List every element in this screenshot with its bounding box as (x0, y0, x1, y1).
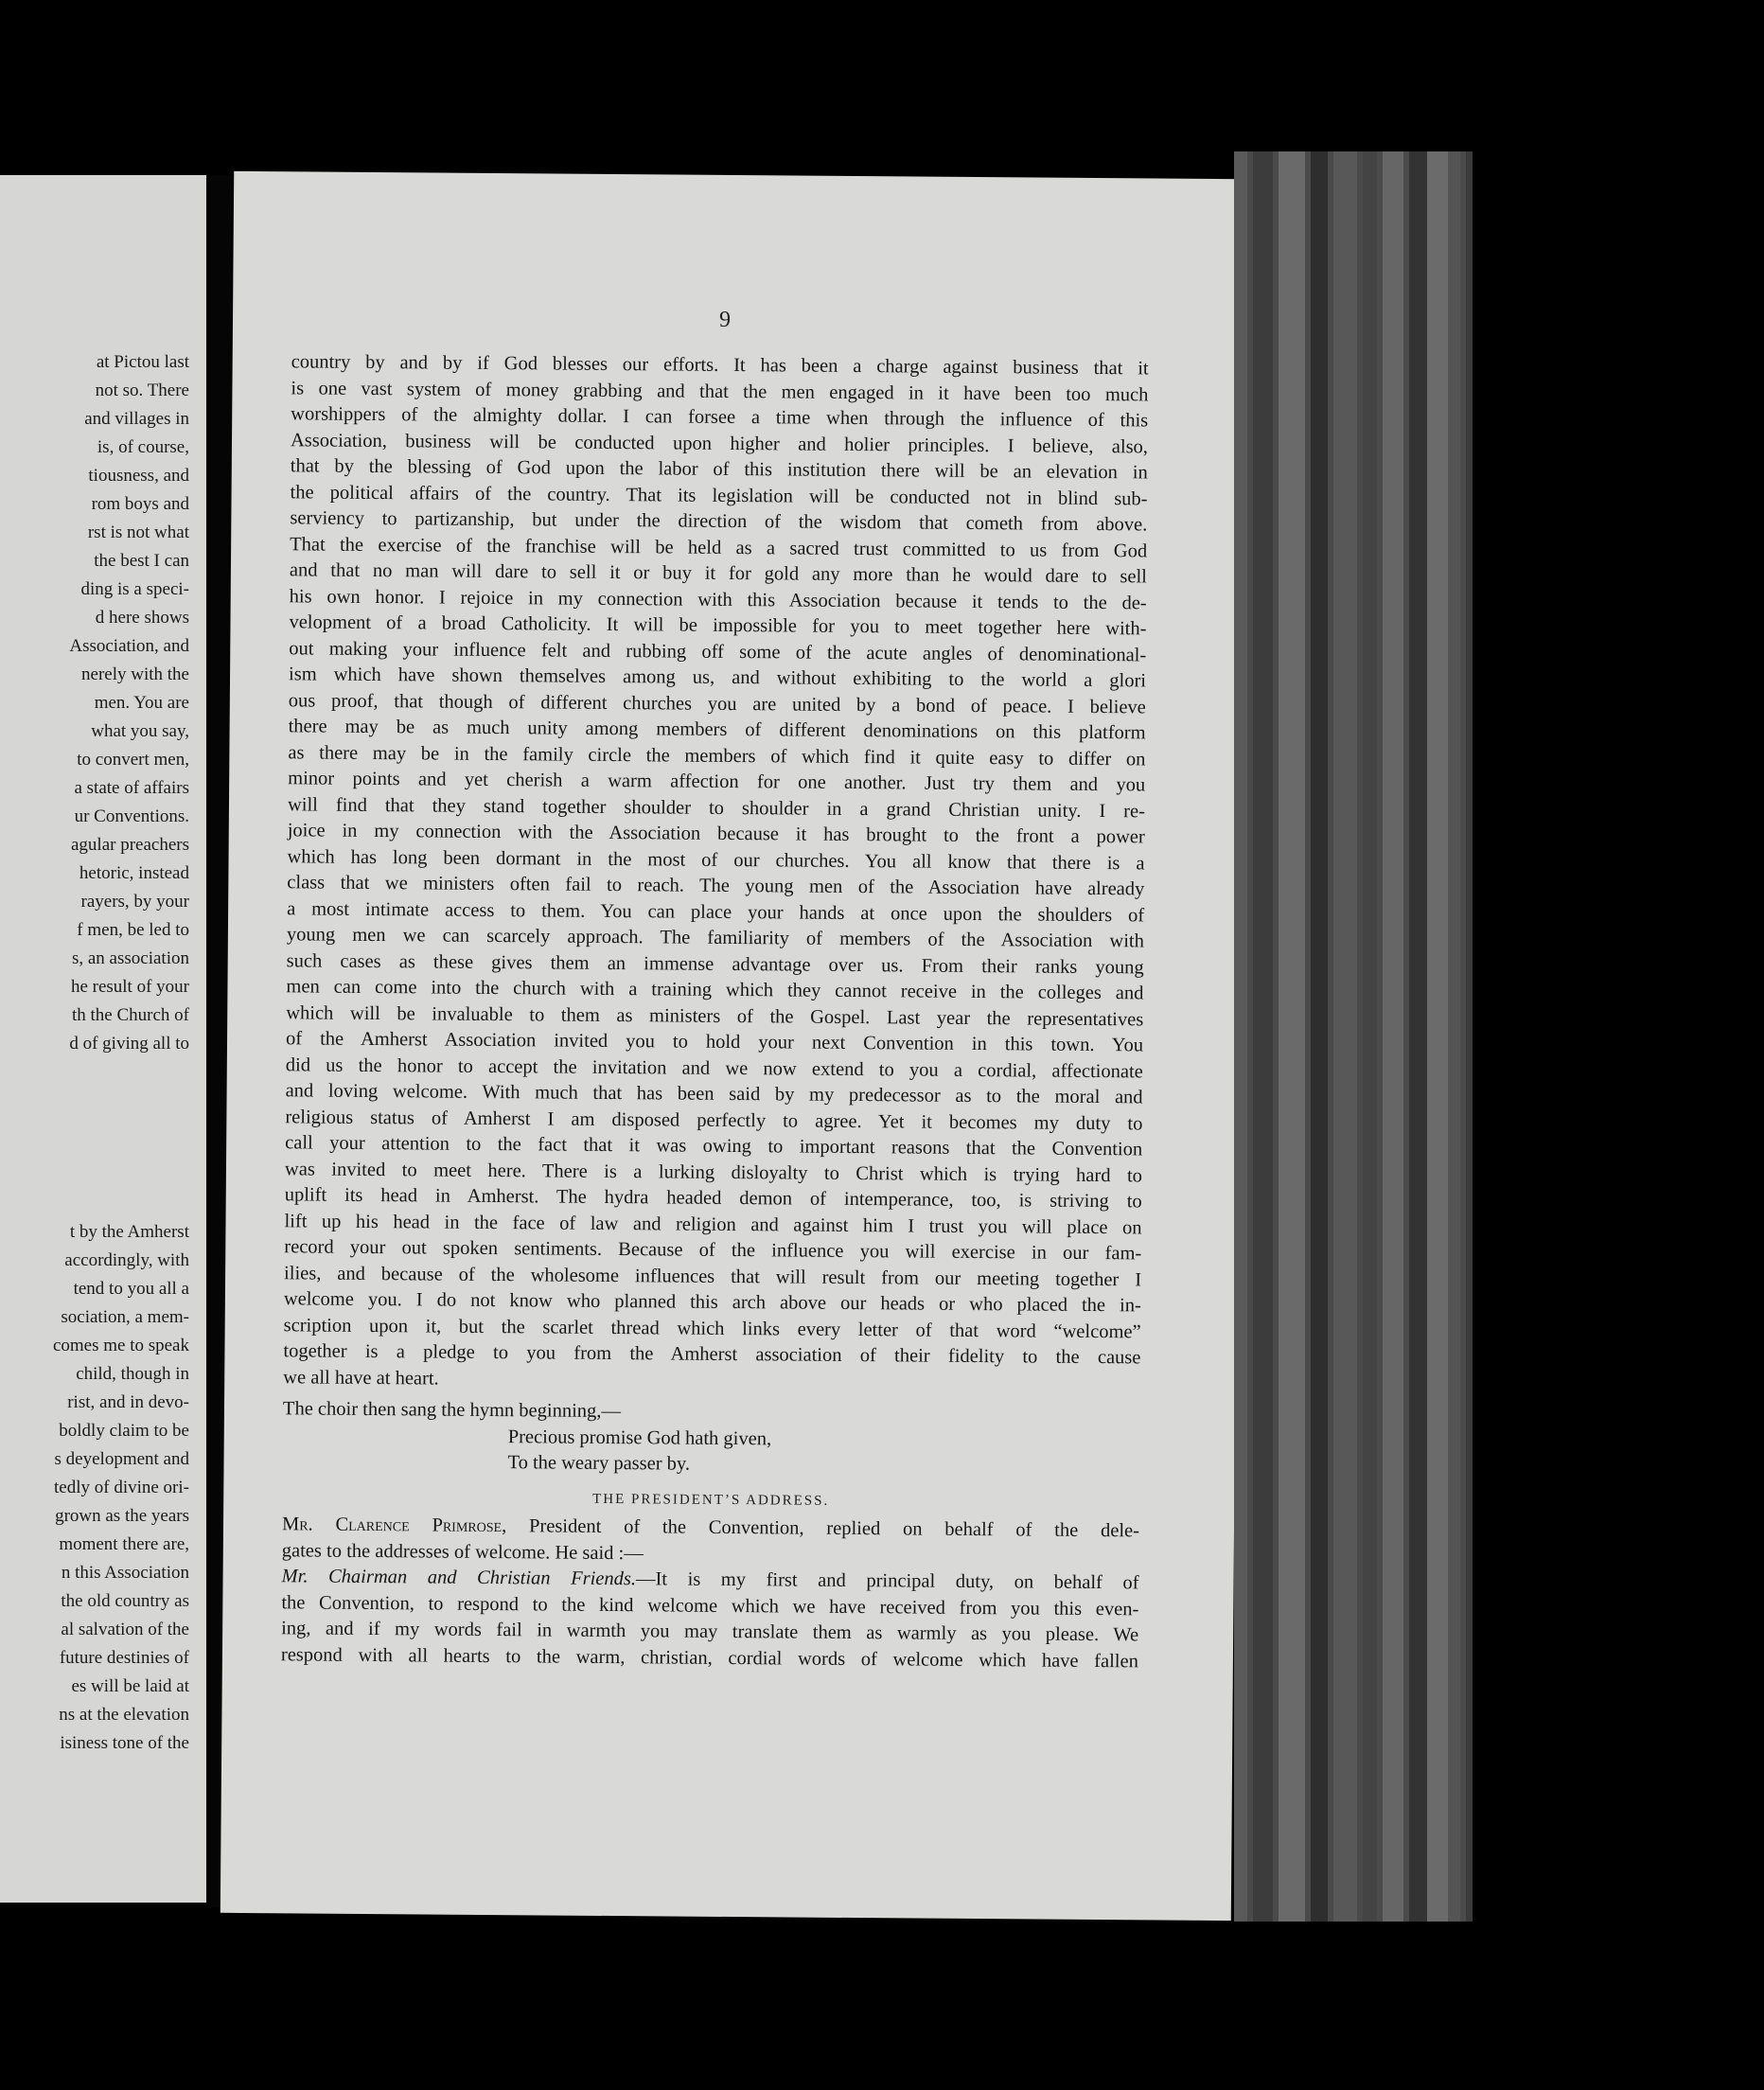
text-line: which has long been dormant in the most of our churches. You all know that there is a (287, 845, 1145, 874)
text-line: his own honor. I rejoice in my connection with this Association because it tends to the de- (289, 585, 1147, 613)
text-line: not so. There (95, 381, 189, 400)
text-line: s, an association (71, 948, 189, 968)
speaker-name: Mr. Clarence Primrose, (281, 1514, 507, 1537)
text-line: and loving welcome. With much that has been said by my predecessor as to the moral and (285, 1080, 1143, 1108)
text-line: accordingly, with (64, 1250, 189, 1270)
text-line: is, of course, (97, 437, 189, 457)
text-line: the old country as (61, 1591, 189, 1611)
text-line: tend to you all a (73, 1279, 189, 1299)
text-line: call your attention to the fact that it was owing to important reasons that the Convention (285, 1132, 1143, 1160)
text-line: there may be as much unity among members of different denominations on this platform (288, 716, 1146, 744)
text-line: of the Amherst Association invited you to hold your next Convention in this town. You (285, 1028, 1144, 1056)
main-page (220, 171, 1244, 1921)
text-line: nerely with the (81, 664, 189, 684)
text-line: n this Association (61, 1563, 189, 1583)
text-line: tedly of divine ori- (54, 1478, 189, 1497)
text-line: comes me to speak (52, 1336, 189, 1355)
text-line: es will be laid at (71, 1676, 189, 1696)
text-line: rst is not what (87, 522, 189, 542)
text-line: he result of your (70, 977, 189, 997)
president-intro-paragraph (282, 1512, 1139, 1570)
text-line: was invited to meet here. There is a lurking disloyalty to Christ which is trying hard to (284, 1158, 1143, 1186)
text-line: rom boys and (91, 494, 189, 514)
salutation: Mr. Chairman and Christian Friends. (281, 1566, 637, 1590)
text-line: which will be invaluable to them as ministers of the Gospel. Last year the representatives (286, 1001, 1144, 1030)
hymn-quote (507, 1425, 1139, 1481)
text-line: worshippers of the almighty dollar. I can forsee a time when through the influence of this (291, 403, 1149, 432)
page-edge-band (1333, 151, 1357, 1922)
text-line: and villages in (84, 409, 189, 429)
text-line: child, though in (76, 1364, 189, 1384)
text-line: the political affairs of the country. That its legislation will be conducted not in blind sub- (290, 481, 1148, 509)
text-line: hetoric, instead (79, 863, 189, 883)
text-line: to convert men, (77, 750, 189, 770)
text-line: serviency to partizanship, but under the direction of the wisdom that cometh from above. (290, 507, 1148, 536)
text-line: the Convention, to respond to the kind welcome which we have received from you this even- (281, 1591, 1139, 1620)
text-line: ism which have shown themselves among us, and without exhibiting to the world a glori (288, 664, 1147, 692)
text-line: Association, and (69, 636, 189, 656)
text-line: will find that they stand together shoulder to shoulder in a grand Christian unity. I re- (287, 793, 1146, 822)
text-line: record your out spoken sentiments. Because of the influence you will exercise in our fam- (284, 1236, 1142, 1265)
text-line: young men we can scarcely approach. The familiarity of members of the Association with (286, 924, 1144, 952)
text-line: Precious promise God hath given, (507, 1426, 772, 1449)
page-edge-band (1253, 151, 1273, 1922)
text-line: ur Conventions. (74, 806, 189, 826)
text-line: and that no man will dare to sell it or buy it for gold any more than he would dare to sell (289, 559, 1147, 588)
page-edge-band (1363, 151, 1377, 1922)
text-line: To the weary passer by. (507, 1452, 691, 1475)
text-line: together is a pledge to you from the Amherst association of their fidelity to the cause (283, 1340, 1141, 1369)
text-line: such cases as these gives them an immense advantage over us. From their ranks young (286, 949, 1144, 978)
text-line: joice in my connection with the Association because it has brought to the front a power (287, 820, 1145, 848)
text-line: Association, business will be conducted upon higher and holier principles. I believe, also, (290, 429, 1149, 457)
text-line: sociation, a mem- (61, 1307, 189, 1327)
text-line: ous proof, that though of different churches you are united by a bond of peace. I believe (288, 689, 1146, 717)
page-number: 9 (718, 307, 732, 332)
text-line: d of giving all to (69, 1034, 189, 1054)
text-line: at Pictou last (96, 352, 189, 372)
text-line: out making your influence felt and rubbing off some of the acute angles of denominational- (289, 637, 1147, 665)
section-heading: THE PRESIDENT’S ADDRESS. (592, 1491, 830, 1509)
text-line: did us the honor to accept the invitation and we now extend to you a cordial, affectionate (285, 1054, 1143, 1082)
text-line: men can come into the church with a training which they cannot receive in the colleges and (286, 976, 1144, 1004)
text-line: agular preachers (70, 835, 189, 855)
text-line: grown as the years (55, 1506, 189, 1526)
welcome-address-paragraph (283, 349, 1149, 1397)
text-line: ns at the elevation (59, 1705, 189, 1725)
book-cover-edge (1427, 151, 1448, 1922)
text-line: the best I can (94, 551, 189, 571)
text-line: d here shows (95, 608, 189, 628)
page-edge-band (1383, 151, 1403, 1922)
text-line: tiousness, and (88, 466, 189, 486)
text-line: th the Church of (71, 1005, 189, 1025)
text-line: minor points and yet cherish a warm affection for one another. Just try them and you (288, 768, 1146, 796)
text-line: scription upon it, but the scarlet thread which links every letter of that word “welcome” (283, 1314, 1141, 1342)
page-edge-band (1279, 151, 1305, 1922)
text-line: ilies, and because of the wholesome influences that will result from our meeting together I (284, 1262, 1142, 1290)
text-line-content: President of the Convention, replied on behalf of the dele- (506, 1515, 1140, 1542)
text-line-content: —It is my first and principal duty, on behalf of (635, 1568, 1139, 1594)
text-line: country by and by if God blesses our efforts. It has been a charge against business that it (291, 351, 1149, 380)
text-line: religious status of Amherst I am disposed perfectly to agree. Yet it becomes my duty to (285, 1106, 1143, 1134)
text-line: isiness tone of the (60, 1733, 189, 1753)
text-line: boldly claim to be (59, 1421, 189, 1441)
text-line: what you say, (91, 721, 189, 741)
text-line: lift up his head in the face of law and religion and against him I trust you will place on (284, 1210, 1142, 1238)
text-line: rist, and in devo- (67, 1392, 189, 1412)
left-page-upper-text (0, 348, 189, 1058)
text-line: is one vast system of money grabbing and that the men engaged in it have been too much (291, 377, 1149, 405)
text-line: uplift its head in Amherst. The hydra headed demon of intemperance, too, is striving to (284, 1184, 1142, 1213)
text-line: a most intimate access to them. You can place your hands at once upon the shoulders of (287, 897, 1145, 926)
text-line: ing, and if my words fail in warmth you may translate them as warmly as you please. We (281, 1618, 1139, 1646)
text-line: we all have at heart. (283, 1366, 439, 1390)
text-line: s deyelopment and (54, 1449, 189, 1469)
text-line: respond with all hearts to the warm, christian, cordial words of welcome which have fallen (280, 1643, 1138, 1672)
left-page-lower-text (0, 1218, 189, 1758)
text-line: welcome you. I do not know who planned this arch above our heads or who placed the in- (283, 1288, 1141, 1317)
text-line: That the exercise of the franchise will be held as a sacred trust committed to us from God (290, 533, 1148, 561)
left-page-fragment (0, 175, 206, 1903)
page-edge-band (1466, 151, 1473, 1922)
text-line: that by the blessing of God upon the labor of this institution there will be an elevation in (290, 455, 1148, 484)
page-edge-band (1311, 151, 1328, 1922)
text-line: class that we ministers often fail to reach. The young men of the Association have already (287, 872, 1145, 900)
text-line: rayers, by your (80, 892, 189, 912)
page-text (281, 349, 1149, 1674)
text-line: moment there are, (59, 1534, 189, 1554)
president-address-paragraph (281, 1564, 1139, 1674)
page-edge-band (1234, 151, 1247, 1922)
text-line: future destinies of (59, 1648, 189, 1668)
text-line: velopment of a broad Catholicity. It will be impossible for you to meet together here with- (289, 611, 1147, 640)
text-line: ding is a speci- (80, 579, 189, 599)
text-line: a state of affairs (74, 778, 189, 798)
text-line: al salvation of the (61, 1620, 189, 1639)
text-line: t by the Amherst (69, 1222, 189, 1242)
text-line: gates to the addresses of welcome. He said :— (281, 1539, 644, 1564)
choir-line: The choir then sang the hymn beginning,— (282, 1398, 622, 1423)
text-line: as there may be in the family circle the members of which find it quite easy to differ on (288, 741, 1146, 770)
text-line: men. You are (94, 693, 189, 713)
text-line: f men, be led to (77, 920, 189, 940)
